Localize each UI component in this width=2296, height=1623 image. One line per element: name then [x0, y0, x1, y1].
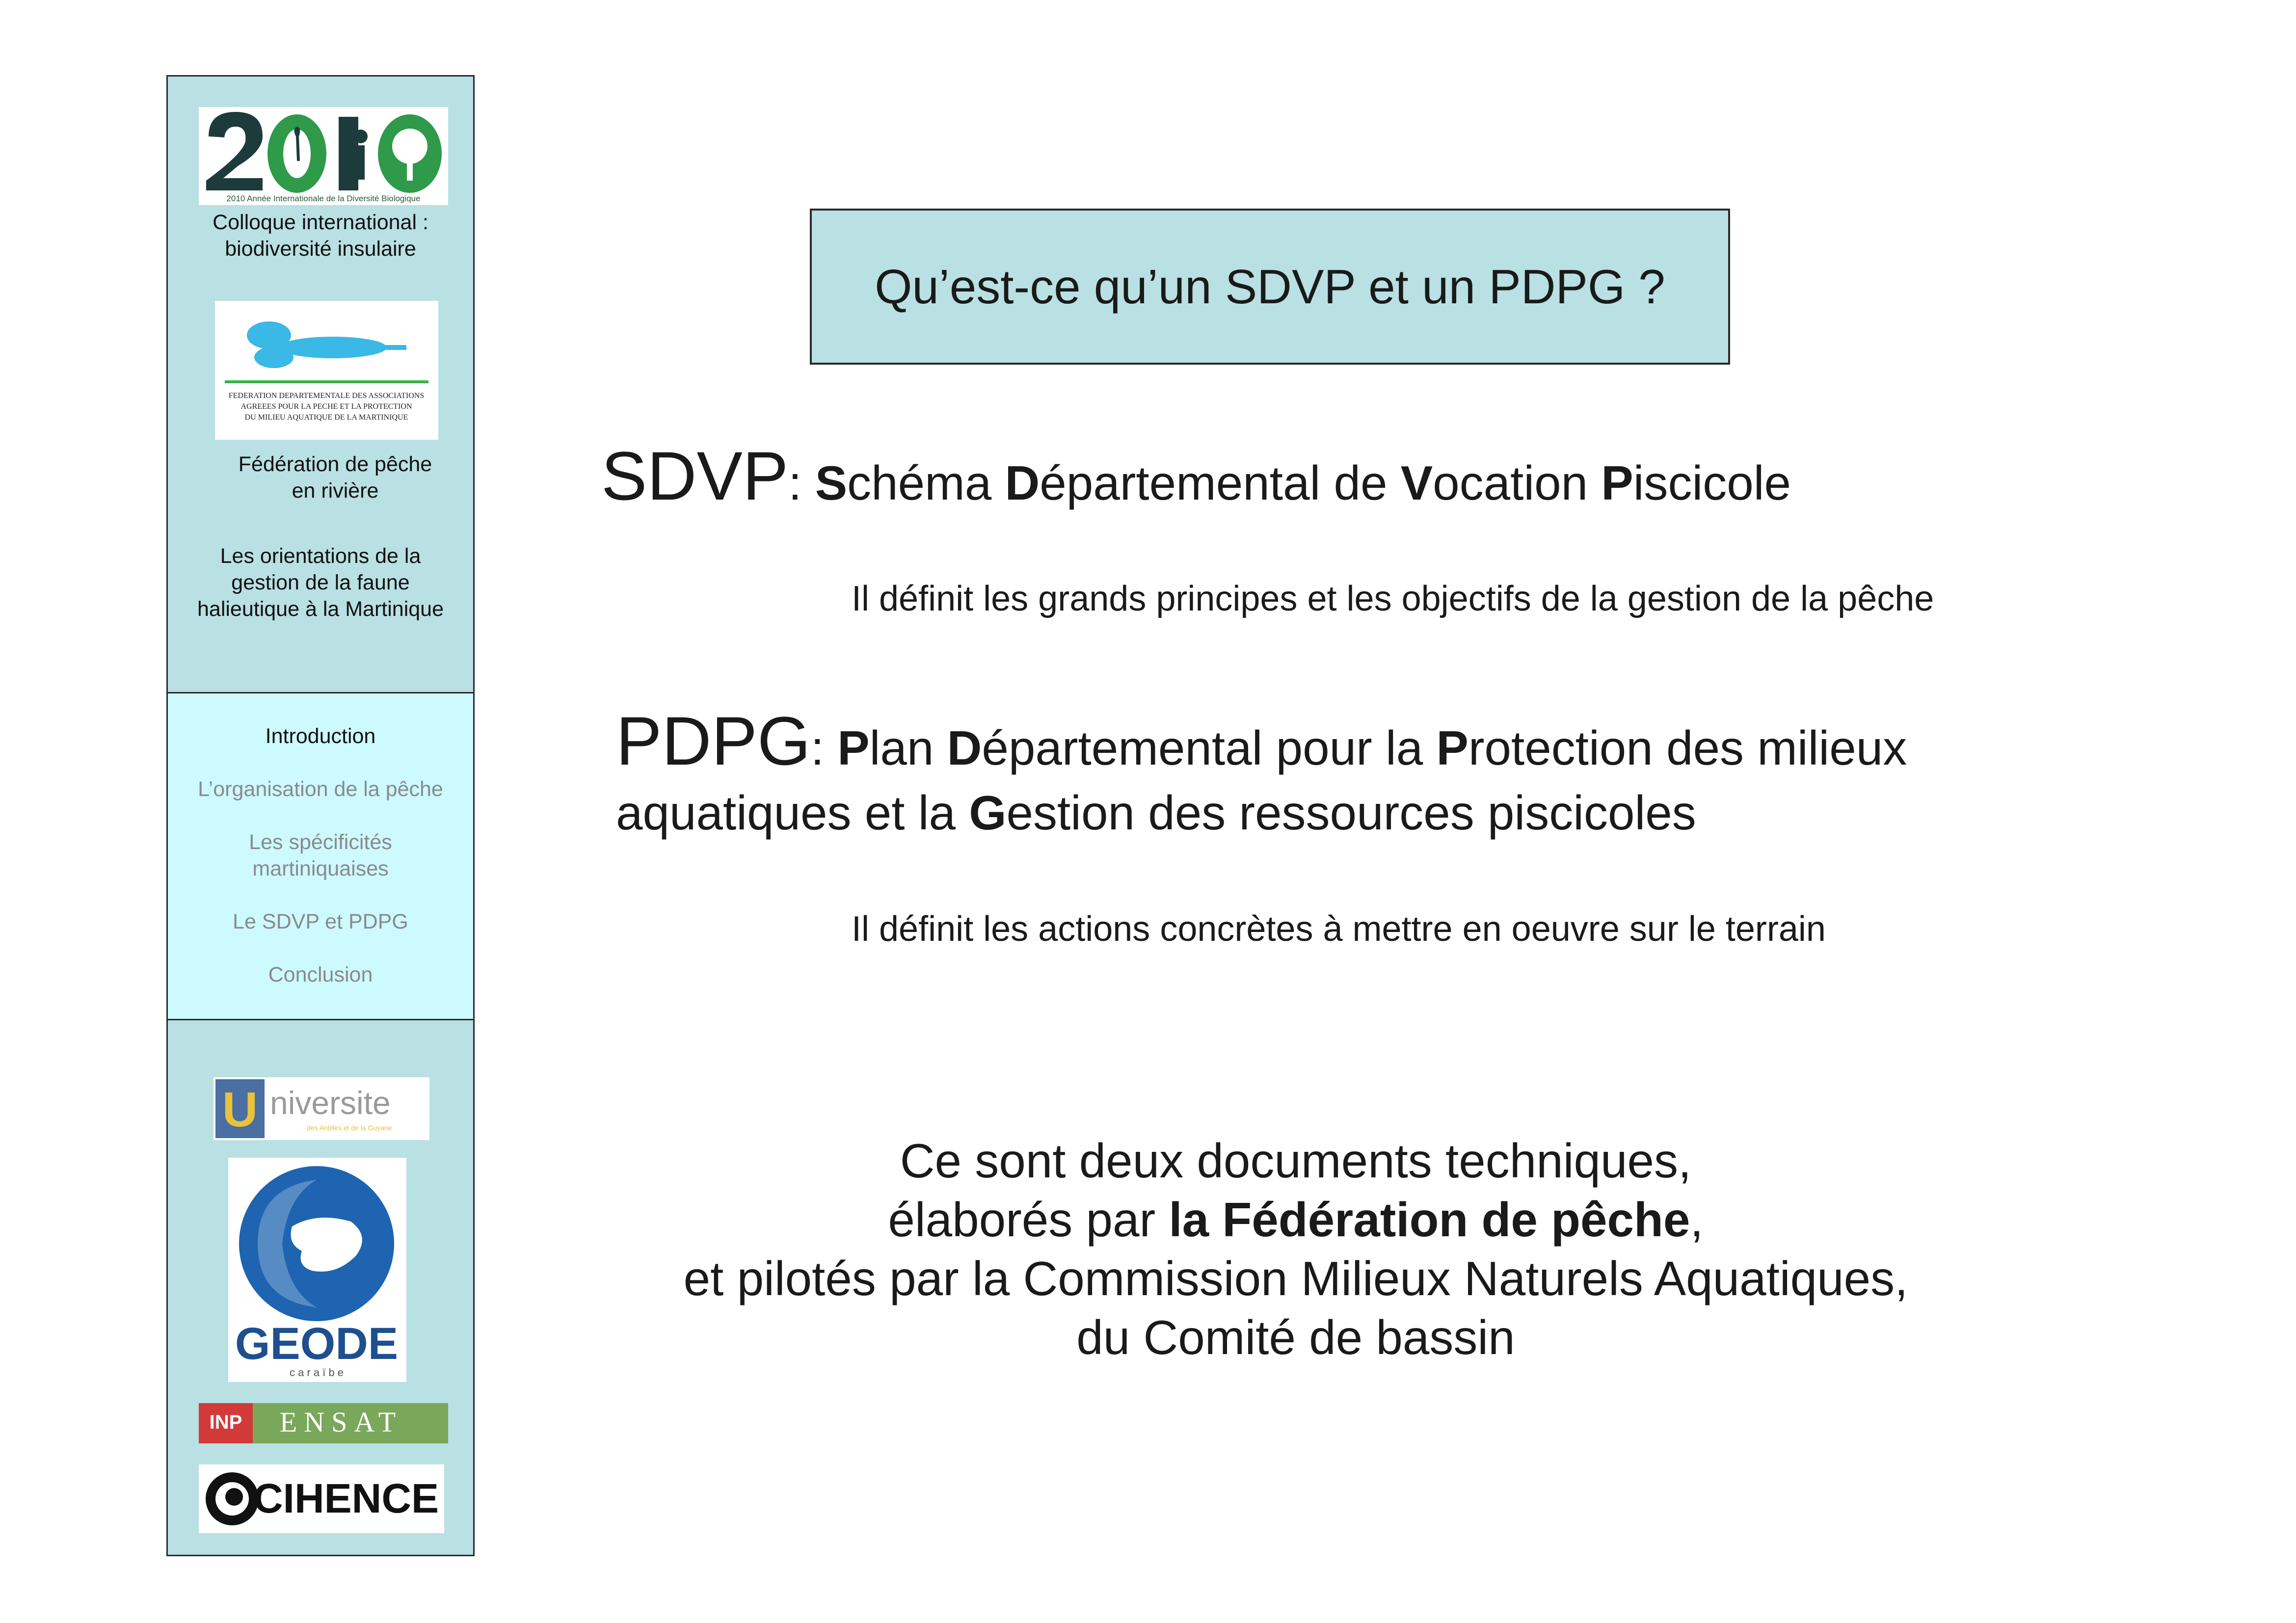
logo-2010-caption: 2010 Année Internationale de la Diversité Biologique: [226, 194, 421, 203]
universite-initial: U: [222, 1082, 258, 1137]
sdvp-word: ocation: [1433, 456, 1602, 510]
nav-item-conclusion[interactable]: [168, 961, 473, 988]
nav-item-label: martiniquaises: [252, 857, 389, 880]
closing-line-2-bold: la Fédération de pêche: [1169, 1193, 1690, 1247]
logo-2010-biodiversity: [199, 107, 448, 205]
federation-logo-line-2: AGREEES POUR LA PECHE ET LA PROTECTION: [240, 402, 412, 411]
sdvp-letter: V: [1400, 456, 1433, 510]
closing-statement: [564, 1131, 2027, 1367]
nav-item-label: Les spécificités: [249, 830, 392, 854]
pdpg-word: estion des ressources piscicoles: [1006, 786, 1696, 840]
closing-line-2: [564, 1190, 2027, 1249]
cihence-swirl-icon: [206, 1472, 259, 1525]
sdvp-description: Il définit les grands principes et les objectifs de la gestion de la pêche: [852, 579, 1934, 618]
sdvp-letter: D: [1005, 456, 1040, 510]
colloque-line-2: biodiversité insulaire: [225, 237, 416, 261]
nav-item-label: Introduction: [265, 724, 376, 748]
logo-inp-ensat: [199, 1403, 448, 1443]
federation-label-line-2: en rivière: [292, 479, 379, 503]
nav-item-label: Conclusion: [268, 963, 373, 986]
sidebar-top-panel: [166, 75, 475, 693]
universite-word: niversite: [270, 1085, 391, 1121]
nav-item-label: Le SDVP et PDPG: [233, 910, 408, 933]
sdvp-separator: :: [788, 456, 815, 510]
orientations-line-3: halieutique à la Martinique: [197, 597, 444, 621]
closing-line-3: et pilotés par la Commission Milieux Naturels Aquatiques,: [683, 1251, 1908, 1305]
pdpg-letter: P: [837, 721, 870, 775]
sdvp-letter: S: [815, 456, 848, 510]
pdpg-definition: [616, 702, 1907, 779]
sdvp-word: épartemental de: [1040, 456, 1401, 510]
closing-line-1: Ce sont deux documents techniques,: [900, 1134, 1692, 1188]
ensat-inp: INP: [209, 1411, 242, 1433]
federation-label: [183, 451, 488, 504]
colloque-caption: [168, 209, 473, 262]
sdvp-letter: P: [1601, 456, 1633, 510]
logo-federation-peche: [215, 301, 438, 440]
pdpg-word: épartemental pour la: [982, 721, 1437, 775]
sdvp-definition: [601, 437, 1791, 514]
nav-item-organisation[interactable]: [168, 776, 473, 802]
logo-cihence: [199, 1464, 444, 1533]
orientations-line-2: gestion de la faune: [231, 571, 410, 594]
geode-sub: c a r a ï b e: [289, 1366, 344, 1379]
pdpg-word: aquatiques et la: [616, 786, 969, 840]
nav-item-label: L’organisation de la pêche: [198, 777, 443, 801]
orientations-caption: [168, 543, 473, 622]
sdvp-word: chéma: [847, 456, 1005, 510]
pdpg-letter: D: [947, 721, 982, 775]
pdpg-letter: G: [969, 786, 1007, 840]
pdpg-description: Il définit les actions concrètes à mettre en oeuvre sur le terrain: [852, 909, 1826, 949]
federation-logo-line-1: FEDERATION DEPARTEMENTALE DES ASSOCIATIONS: [228, 392, 425, 400]
closing-line-2-post: ,: [1690, 1193, 1704, 1247]
federation-label-line-1: Fédération de pêche: [238, 452, 432, 476]
universite-sub: des Antilles et de la Guyane: [307, 1124, 392, 1132]
nav-item-introduction[interactable]: [168, 723, 473, 749]
logo-geode: [228, 1158, 406, 1382]
nav-item-sdvp-pdpg[interactable]: [168, 908, 473, 935]
federation-logo-line-3: DU MILIEU AQUATIQUE DE LA MARTINIQUE: [244, 413, 408, 422]
cihence-name: CIHENCE: [253, 1475, 439, 1521]
geode-name: GEODE: [235, 1319, 399, 1369]
closing-line-2-pre: élaborés par: [888, 1193, 1169, 1247]
sdvp-abbr: SDVP: [601, 437, 789, 514]
pdpg-abbr: PDPG: [616, 702, 811, 779]
sidebar: [166, 75, 478, 1556]
pdpg-word: rotection des milieux: [1468, 721, 1907, 775]
closing-line-4: du Comité de bassin: [1076, 1310, 1515, 1364]
sidebar-partners-panel: [166, 1019, 475, 1556]
pdpg-separator: :: [810, 721, 838, 775]
sdvp-word: iscicole: [1633, 456, 1791, 510]
sidebar-nav-panel: [166, 692, 475, 1020]
pdpg-definition-line-2: [616, 781, 1696, 844]
orientations-line-1: Les orientations de la: [220, 544, 421, 568]
page-title: [810, 209, 1730, 365]
pdpg-letter: P: [1436, 721, 1468, 775]
logo-universite: [214, 1077, 429, 1140]
nav-item-specificites[interactable]: [168, 829, 473, 882]
pdpg-word: lan: [869, 721, 947, 775]
page-title-text: Qu’est-ce qu’un SDVP et un PDPG ?: [875, 259, 1665, 314]
colloque-line-1: Colloque international :: [213, 211, 428, 234]
ensat-name: ENSAT: [279, 1406, 403, 1438]
